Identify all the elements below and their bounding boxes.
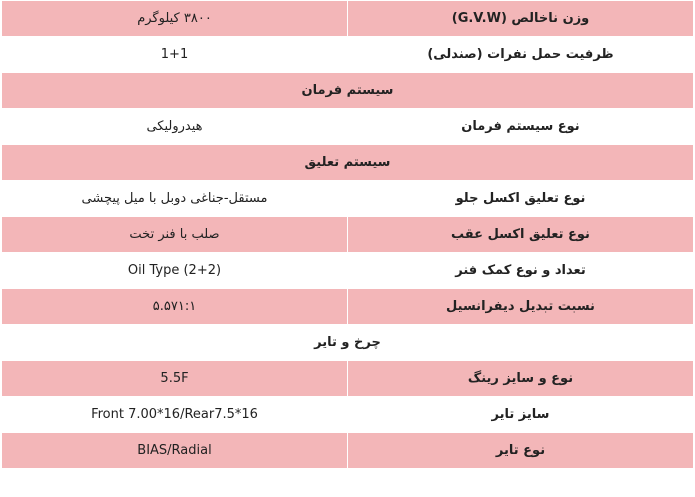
spec-value: Oil Type (2+2) — [2, 253, 348, 289]
spec-row-tire-size — [2, 397, 694, 433]
spec-value: BIAS/Radial — [2, 433, 348, 469]
spec-value: ۵.۵۷۱:۱ — [2, 289, 348, 325]
section-heading: سیستم تعلیق — [2, 145, 694, 181]
spec-label: سایز تایر — [348, 397, 694, 433]
spec-row-differential-ratio — [2, 289, 694, 325]
spec-label: نسبت تبدیل دیفرانسیل — [348, 289, 694, 325]
spec-value: 5.5F — [2, 361, 348, 397]
spec-label: نوع تعلیق اکسل جلو — [348, 181, 694, 217]
spec-label: نوع تایر — [348, 433, 694, 469]
spec-label: نوع و سایز رینگ — [348, 361, 694, 397]
spec-row-shock-absorbers — [2, 253, 694, 289]
specifications-table — [1, 0, 694, 469]
spec-value: مستقل-جناغی دوبل با میل پیچشی — [2, 181, 348, 217]
spec-value: ۳۸۰۰ کیلوگرم — [2, 1, 348, 37]
section-row-suspension — [2, 145, 694, 181]
section-heading: سیستم فرمان — [2, 73, 694, 109]
spec-row-seating — [2, 37, 694, 73]
spec-row-rim — [2, 361, 694, 397]
section-row-wheels — [2, 325, 694, 361]
spec-value: 1+1 — [2, 37, 348, 73]
spec-row-rear-suspension — [2, 217, 694, 253]
spec-value: صلب با فنر تخت — [2, 217, 348, 253]
spec-label: نوع تعلیق اکسل عقب — [348, 217, 694, 253]
spec-row-tire-type — [2, 433, 694, 469]
spec-value: Front 7.00*16/Rear7.5*16 — [2, 397, 348, 433]
section-row-steering — [2, 73, 694, 109]
spec-value: هیدرولیکی — [2, 109, 348, 145]
spec-label: ظرفیت حمل نفرات (صندلی) — [348, 37, 694, 73]
section-heading: چرخ و تایر — [2, 325, 694, 361]
spec-row-gvw — [2, 1, 694, 37]
spec-row-steering-type — [2, 109, 694, 145]
spec-label: تعداد و نوع کمک فنر — [348, 253, 694, 289]
spec-label: نوع سیستم فرمان — [348, 109, 694, 145]
spec-row-front-suspension — [2, 181, 694, 217]
spec-label: وزن ناخالص (G.V.W) — [348, 1, 694, 37]
